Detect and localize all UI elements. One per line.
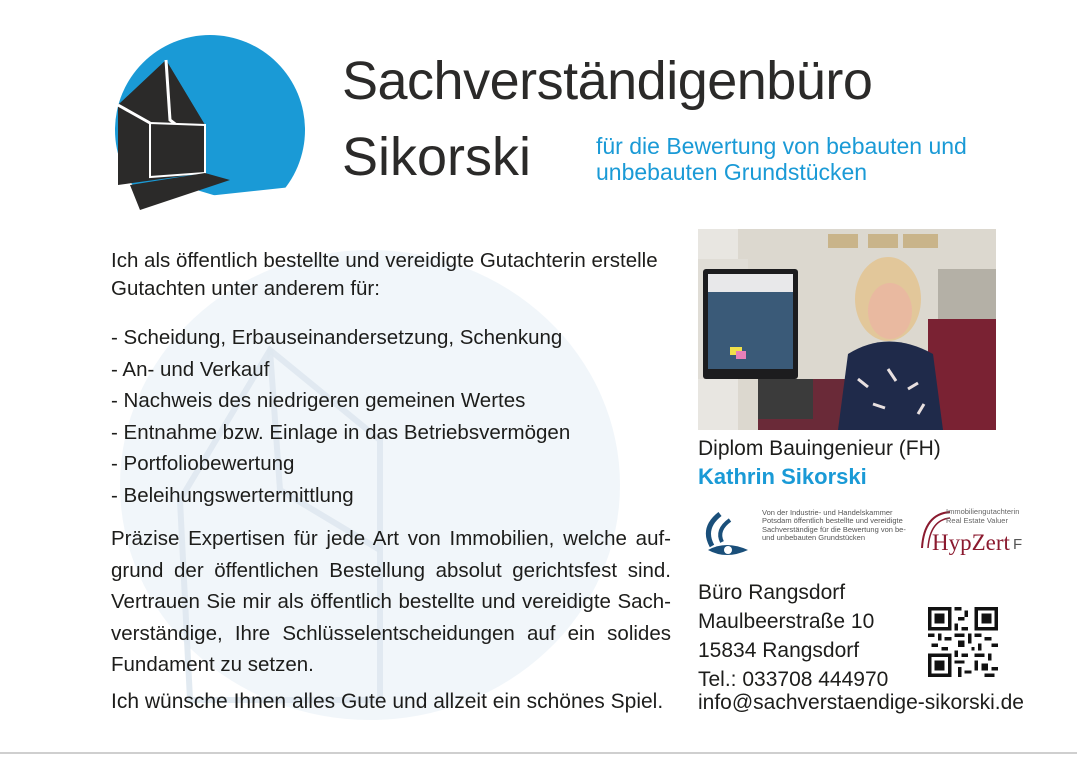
tagline-line-1: für die Bewertung von bebauten und (596, 133, 967, 159)
office-address (698, 578, 888, 694)
expertise-paragraph: Präzise Expertisen für jede Art von Immobilien, welche auf-grund der öffentlichen Bestellung absolut gerichtsfest sind. Vertrauen Sie mir als öffentlich bestellte und vereidigte Sach-verständige, Ihre Schlüsselentscheidungen auf ein solides Fundament zu setzen. (111, 527, 671, 676)
hypzert-caption-line-1: Immobiliengutachterin (946, 507, 1020, 516)
hypzert-caption-line-2: Real Estate Valuer (946, 515, 1008, 525)
list-item: - Portfoliobewertung (111, 452, 295, 475)
person-name: Kathrin Sikorski (698, 464, 867, 489)
office-title: Büro Rangsdorf (698, 581, 846, 604)
brand-tagline (596, 133, 967, 185)
hypzert-logo-text: HypZert (932, 530, 1010, 555)
house-in-circle-logo (110, 35, 310, 230)
office-email-link[interactable]: info@sachverstaendige-sikorski.de (698, 691, 1024, 714)
qr-code-icon[interactable] (928, 607, 998, 677)
list-item: - Scheidung, Erbauseinandersetzung, Schenkung (111, 326, 563, 349)
office-phone[interactable]: Tel.: 033708 444970 (698, 668, 889, 691)
hypzert-caption (946, 508, 1019, 525)
office-city: 15834 Rangsdorf (698, 639, 860, 662)
person-credential: Diplom Bauingenieur (FH) (698, 437, 941, 460)
services-list (111, 322, 570, 511)
tagline-line-2: unbebauten Grundstücken (596, 159, 868, 185)
ihk-logo-icon (700, 510, 752, 560)
hypzert-suffix: F (1013, 536, 1023, 553)
closing-line: Ich wünsche Ihnen alles Gute und allzeit ein schönes Spiel. (111, 690, 664, 713)
intro-text: Ich als öffentlich bestellte und vereidigte Gutachterin erstelle Gutachten unter anderem für: (111, 249, 658, 300)
list-item: - Entnahme bzw. Einlage in das Betriebsvermögen (111, 420, 571, 444)
office-street: Maulbeerstraße 10 (698, 610, 875, 633)
bottom-divider (0, 752, 1077, 754)
brand-name: Sikorski (342, 127, 532, 187)
ihk-certification-text: Von der Industrie- und Handelskammer Potsdam öffentlich bestellte und vereidigte Sachverständige für die Bewertung von be- und unbebauten Grundstücken (762, 508, 906, 542)
brand-title: Sachverständigenbüro (342, 51, 873, 111)
list-item: - An- und Verkauf (111, 357, 270, 381)
list-item: - Beleihungswertermittlung (111, 483, 354, 507)
list-item: - Nachweis des niedrigeren gemeinen Wertes (111, 389, 526, 412)
portrait-photo (698, 229, 996, 430)
